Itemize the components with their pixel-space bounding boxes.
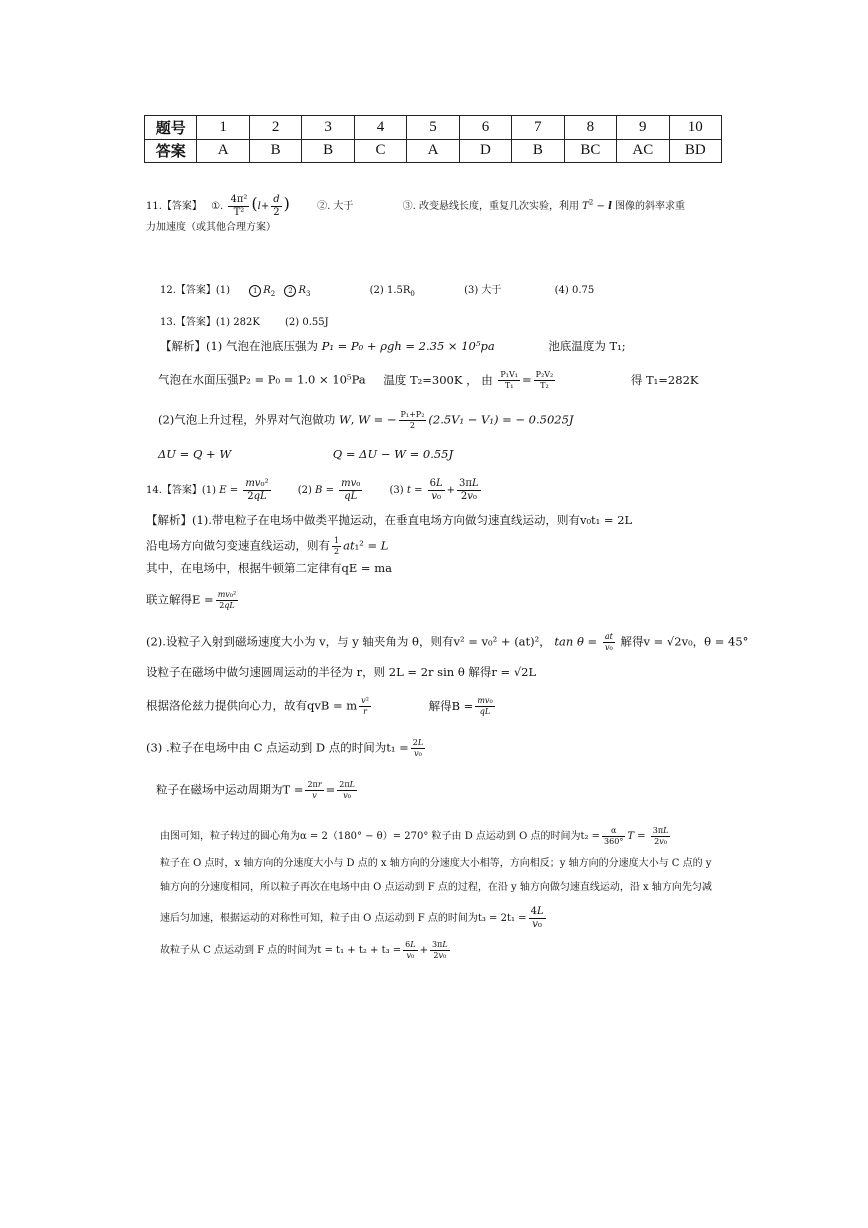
q12-tag: 12.【答案】(1) <box>160 285 231 296</box>
q14-p3a-line: (3) .粒子在电场中由 C 点运动到 D 点的时间为t₁ = $\frac{2L}{\text{v₀}}$ <box>146 738 424 758</box>
q13-l1a: 【解析】(1) 气泡在池底压强为 <box>160 339 318 353</box>
q14-p2b: 设粒子在磁场中做匀速圆周运动的半径为 r，则 2L = 2r sin θ 解得r = √2L <box>146 665 537 679</box>
q12-d: (3) 大于 <box>464 285 502 296</box>
q14-p2c-line: 根据洛伦兹力提供向心力，故有qvB = m $\frac{\text{v²}}{r}$ 解得B = $\frac{\text{mv₀}}{qL}$ <box>146 696 493 716</box>
q11-part1-label: ①. <box>211 201 224 212</box>
q13-l2c: 得 T₁=282K <box>630 372 699 387</box>
q14-p1c: 其中，在电场中，根据牛顿第二定律有qE = ma <box>146 561 392 575</box>
table-cell: B <box>302 139 354 163</box>
table-cell: A <box>407 139 459 163</box>
q14-p2c: 根据洛伦兹力提供向心力，故有qvB = m <box>146 698 358 713</box>
q14-p1d: 联立解得E = <box>146 592 214 607</box>
q13-l4a: ΔU = Q + W <box>158 447 232 461</box>
q14-p3c: 由图可知，粒子转过的圆心角为α = 2（180° − θ）= 270° 粒子由 D 点运动到 O 点的时间为t₂ = <box>160 831 601 842</box>
q14-answer-line: 14.【答案】(1) E = $\frac{\text{mv₀²}}{2qL}$ (2) B = $\frac{\text{mv₀}}{qL}$ (3) t = $\frac{6L}{\text{v₀}}$ + $\frac{3\pi L}{\text{2v₀}}$ <box>146 478 479 502</box>
q11-line-2: 力加速度（或其他合理方案） <box>146 222 276 233</box>
q12-b: R <box>298 285 306 296</box>
q14-p2a-line: (2).设粒子入射到磁场速度大小为 v，与 y 轴夹角为 θ，则有v² = v₀² + (at)²， tan θ = $\frac{at}{\text{v₀}}$ 解得v = √2v₀，θ = 45° <box>146 632 749 652</box>
table-row-answers <box>145 139 722 163</box>
table-row-numbers <box>145 116 722 140</box>
table-cell: D <box>459 139 511 163</box>
q11-part2: ②. 大于 <box>317 201 354 212</box>
q13-line-1 <box>160 338 626 354</box>
q14-p3e: 轴方向的分速度相同，所以粒子再次在电场中由 O 点运动到 F 点的过程，在沿 y 轴方向做匀速直线运动，沿 x 轴方向先匀减 <box>160 882 712 893</box>
q14-p3c-line: 由图可知，粒子转过的圆心角为α = 2（180° − θ）= 270° 粒子由 D 点运动到 O 点的时间为t₂ = $\frac{\alpha}{360^\circ}$ T = $\frac{3\pi L}{\text{2v₀}}$ <box>160 826 669 846</box>
table-cell: A <box>197 139 249 163</box>
q13-l2b: 温度 T₂=300K ， 由 <box>383 372 493 387</box>
q13-line-3: (2)气泡上升过程，外界对气泡做功 W, W = − $\frac{\text{P₁+P₂}}{2}$ (2.5V₁ − V₁) = − 0.5025J <box>158 410 574 430</box>
q13-l3a: (2)气泡上升过程，外界对气泡做功 <box>158 412 336 427</box>
q13-tag: 13.【答案】(1) 282K <box>160 317 260 328</box>
q11-part3-a: ③. 改变悬线长度，重复几次实验，利用 <box>402 201 579 212</box>
q13-line-4 <box>158 446 453 462</box>
q14-p3b-line: 粒子在磁场中运动周期为T = $\frac{2\pi r}{v}$ = $\frac{2\pi L}{\text{v₀}}$ <box>156 780 355 800</box>
q14-tag: 14.【答案】(1) <box>146 485 217 496</box>
q13-b: (2) 0.55J <box>285 317 329 328</box>
table-cell: AC <box>617 139 669 163</box>
q13-gas-law: $\frac{\text{P₁V₁}}{\text{T₁}}$ <box>500 370 518 390</box>
table-cell: B <box>512 139 564 163</box>
table-cell: 5 <box>407 116 459 140</box>
q14-p1b: 沿电场方向做匀变速直线运动，则有 <box>146 538 330 553</box>
q14-p3b: 粒子在磁场中运动周期为T = <box>156 782 304 797</box>
q11-formula: $\frac{\text{4π²}}{\text{T²}}$ <box>230 194 248 218</box>
q11-part3-b: 图像的斜率求重 <box>615 201 686 212</box>
q13-line-2: 气泡在水面压强P₂ = P₀ = 1.0 × 10⁵Pa 温度 T₂=300K ， 由 $\frac{\text{P₁V₁}}{\text{T₁}}$ = $\frac{\text{P₂V₂}}{\text{T₂}}$ 得 T₁=282K <box>158 370 699 390</box>
q14-p3g: 故粒子从 C 点运动到 F 点的时间为t = t₁ + t₂ + t₃ = <box>160 945 402 956</box>
q14-p3f-line: 速后匀加速，根据运动的对称性可知，粒子由 O 点运动到 F 点的时间为t₃ = 2t₁ = $\frac{4L}{\text{v₀}}$ <box>160 906 544 930</box>
table-cell: 7 <box>512 116 564 140</box>
table-cell: 10 <box>669 116 721 140</box>
table-cell: 9 <box>617 116 669 140</box>
q12-c: (2) 1.5R <box>369 285 411 296</box>
table-cell: C <box>354 139 406 163</box>
answer-table <box>144 115 722 163</box>
table-cell: BC <box>564 139 616 163</box>
q14-p2a2: 解得v = √2v₀，θ = 45° <box>620 634 749 649</box>
q14-p3d: 粒子在 O 点时，x 轴方向的分速度大小与 D 点的 x 轴方向的分速度大小相等，方向相反；y 轴方向的分速度大小与 C 点的 y <box>160 858 712 869</box>
q13-l4b: Q = ΔU − W = 0.55J <box>332 447 454 461</box>
table-cell: 3 <box>302 116 354 140</box>
row-label-number: 题号 <box>145 116 197 140</box>
table-cell: 2 <box>249 116 301 140</box>
q14-p2a: (2).设粒子入射到磁场速度大小为 v，与 y 轴夹角为 θ，则有v² = v₀² + (at)²， <box>146 634 551 649</box>
table-cell: 8 <box>564 116 616 140</box>
q12-line: 12.【答案】(1) 1 $R_2$ 2 $R_3$ (2) $1.5R_0$ (3) 大于 (4) 0.75 <box>160 285 595 298</box>
q14-p3f: 速后匀加速，根据运动的对称性可知，粒子由 O 点运动到 F 点的时间为t₃ = 2t₁ = <box>160 913 527 924</box>
q14-p3g-line: 故粒子从 C 点运动到 F 点的时间为t = t₁ + t₂ + t₃ = $\frac{6L}{\text{v₀}}$ + $\frac{3\pi L}{\text{2v₀}}$ <box>160 940 448 960</box>
q14-p1d-line: 联立解得E = $\frac{\text{mv₀²}}{2qL}$ <box>146 590 237 610</box>
q12-e: (4) 0.75 <box>554 285 595 296</box>
table-cell: 4 <box>354 116 406 140</box>
table-cell: B <box>249 139 301 163</box>
q14-p3a: (3) .粒子在电场中由 C 点运动到 D 点的时间为t₁ = <box>146 740 409 755</box>
q11-line-1: 11.【答案】 ①. $\frac{\text{4π²}}{\text{T²}}$ (l+ $\frac{d}{2}$ ) ②. 大于 ③. 改变悬线长度，重复几次实验，利用 $T^2 - l$ 图像的斜率求重 <box>146 194 686 218</box>
q14-p1b-line: 沿电场方向做匀变速直线运动，则有 $\frac{1}{2}$ at₁² = L <box>146 536 389 556</box>
q13-l3b: (2.5V₁ − V₁) = − 0.5025J <box>428 412 574 427</box>
q13-l2a: 气泡在水面压强P₂ = P₀ = 1.0 × 10⁵Pa <box>158 372 366 387</box>
q13-l1c: 池底温度为 T₁; <box>548 339 626 353</box>
table-cell: BD <box>669 139 721 163</box>
q14-b: (2) <box>297 485 312 496</box>
q12-a: R <box>263 285 271 296</box>
q14-p2d: 解得B = <box>428 698 474 713</box>
q14-p1a: 【解析】(1).带电粒子在电场中做类平抛运动，在垂直电场方向做匀速直线运动，则有v₀t₁ = 2L <box>146 513 633 527</box>
q13-l1b: P₁ = P₀ + ρgh = 2.35 × 10⁵pa <box>321 339 495 353</box>
table-cell: 6 <box>459 116 511 140</box>
q11-tag: 11.【答案】 <box>146 201 202 212</box>
q14-c: (3) <box>389 485 404 496</box>
table-cell: 1 <box>197 116 249 140</box>
row-label-answer: 答案 <box>145 139 197 163</box>
q13-answer-line <box>160 315 329 331</box>
